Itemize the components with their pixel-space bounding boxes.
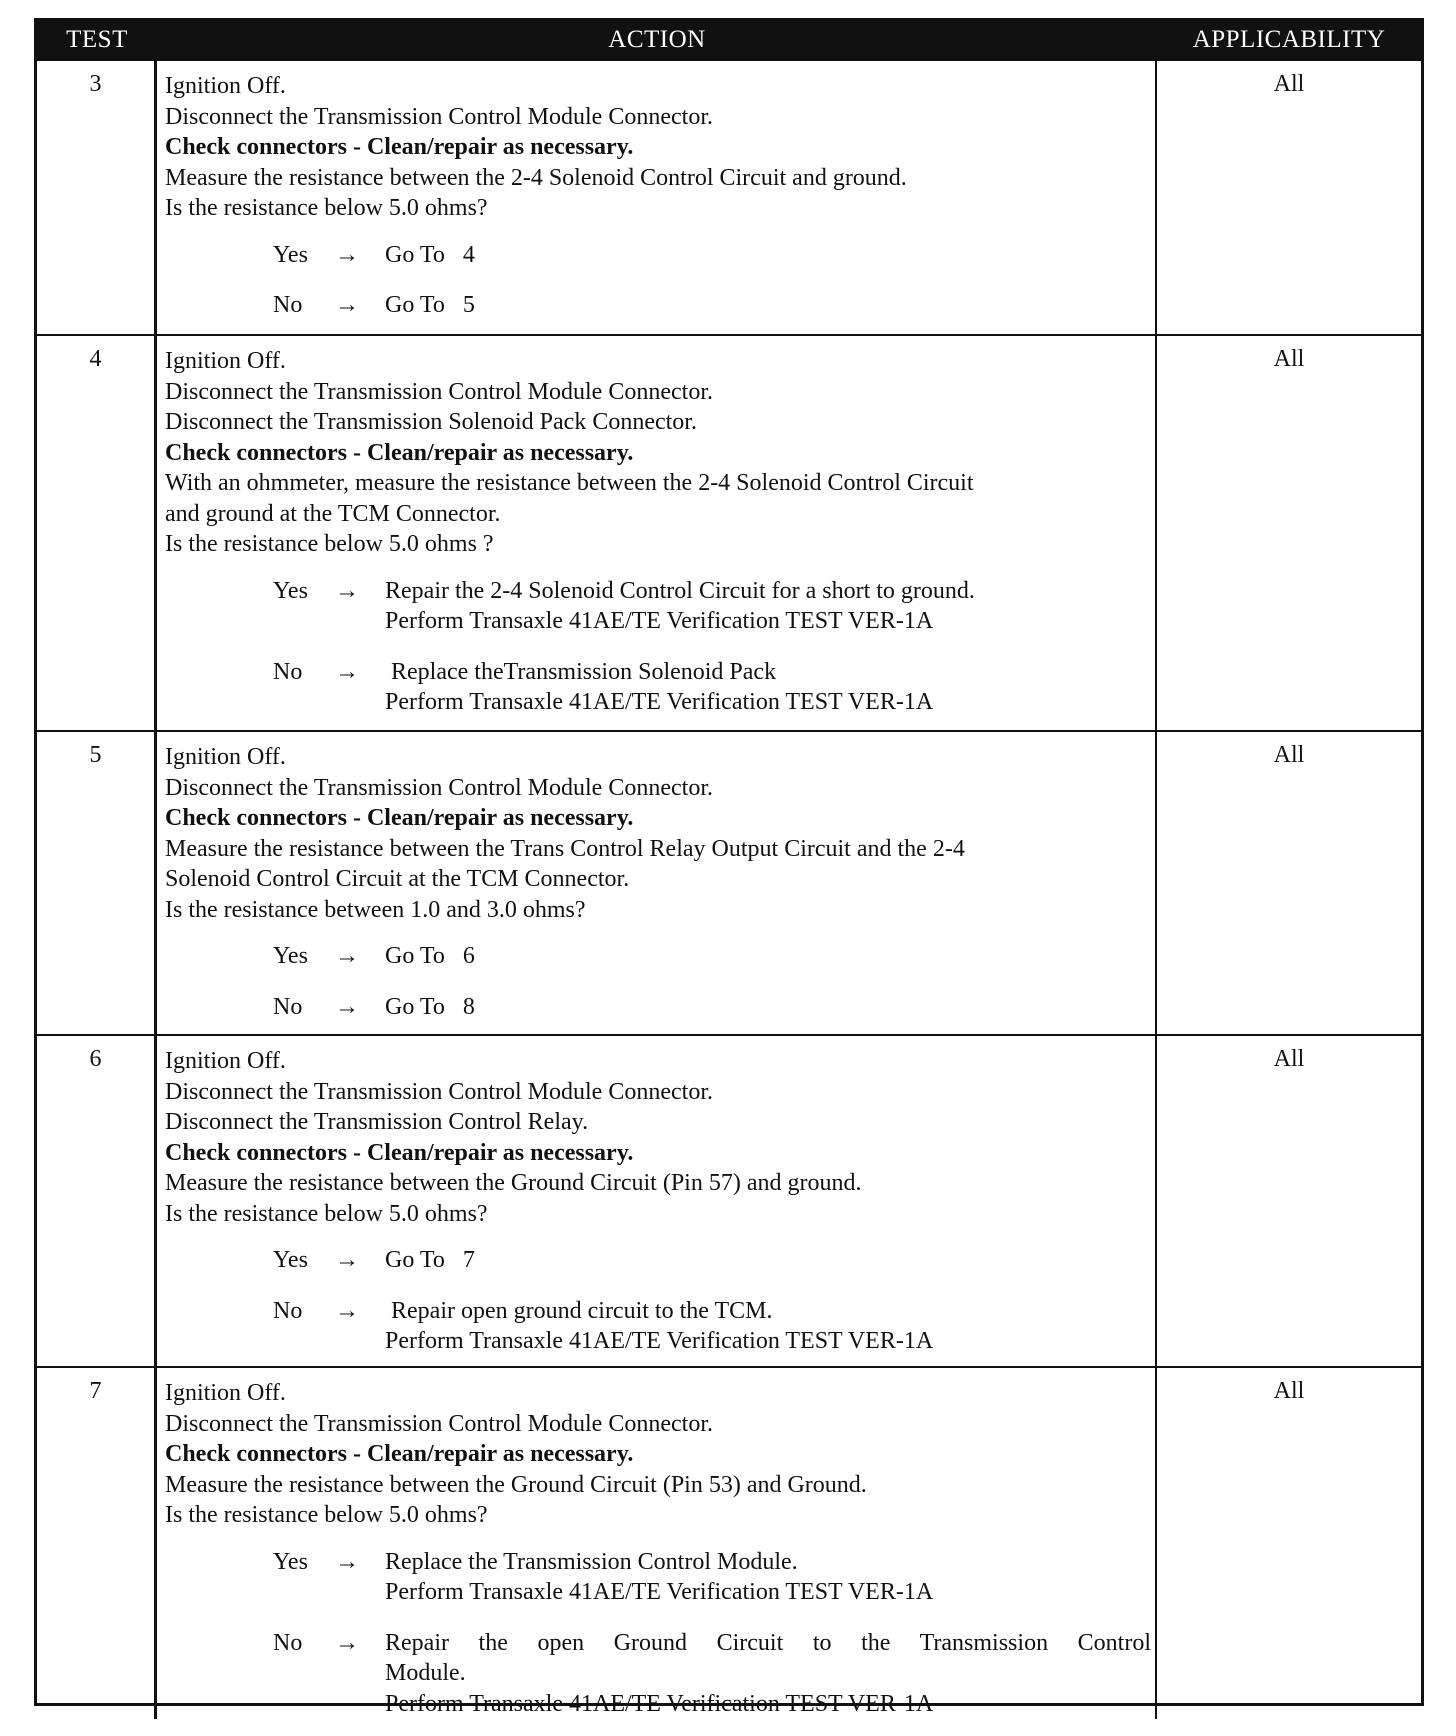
action-line: Disconnect the Transmission Control Module Connector.: [165, 1078, 713, 1105]
header-test: TEST: [37, 21, 157, 59]
answer-result: [385, 657, 1155, 718]
answer-list: [165, 1547, 1155, 1720]
action-line: Disconnect the Transmission Control Relay.: [165, 1109, 589, 1135]
test-action: [157, 334, 1157, 730]
action-line: Measure the resistance between the Ground Circuit (Pin 57) and ground.: [165, 1170, 862, 1196]
action-line: Measure the resistance between the Trans Control Relay Output Circuit and the 2-4: [165, 835, 965, 862]
result-line: Module.: [385, 1660, 466, 1686]
test-number: 3: [37, 59, 157, 334]
action-line: Is the resistance below 5.0 ohms?: [165, 195, 488, 221]
action-line: Is the resistance below 5.0 ohms ?: [165, 531, 494, 557]
test-number: 4: [37, 334, 157, 730]
action-line: Disconnect the Transmission Solenoid Pack Connector.: [165, 409, 697, 435]
answer-yes: [273, 1245, 1155, 1276]
answer-label: No: [273, 993, 303, 1020]
action-line: Is the resistance below 5.0 ohms?: [165, 1200, 488, 1227]
arrow-right-icon: →: [335, 577, 359, 604]
arrow-right-icon: →: [335, 1297, 359, 1324]
applicability-value: All: [1157, 1034, 1421, 1366]
answer-label: Yes: [273, 1247, 308, 1273]
result-line: Repair the 2-4 Solenoid Control Circuit for a short to ground.: [385, 577, 975, 604]
check-connectors-note: Check connectors - Clean/repair as necessary.: [165, 1441, 634, 1467]
result-line: Perform Transaxle 41AE/TE Verification TEST VER-1A: [385, 1579, 934, 1605]
header-applicability: APPLICABILITY: [1157, 21, 1421, 59]
action-line: Disconnect the Transmission Control Module Connector.: [165, 378, 713, 405]
result-line: Go To 4: [385, 241, 475, 268]
action-line: Disconnect the Transmission Control Module Connector.: [165, 103, 713, 130]
test-action: [157, 1034, 1157, 1366]
action-line: Ignition Off.: [165, 1048, 286, 1074]
header-action: ACTION: [157, 21, 1157, 59]
answer-list: [165, 240, 1155, 321]
answer-label: No: [273, 1629, 303, 1656]
action-line: Ignition Off.: [165, 744, 286, 770]
answer-label: Yes: [273, 241, 308, 268]
result-line: Perform Transaxle 41AE/TE Verification TEST VER-1A: [385, 1690, 934, 1717]
answer-result: [385, 1245, 1155, 1276]
action-line: Disconnect the Transmission Control Module Connector.: [165, 1410, 713, 1437]
test-action: [157, 59, 1157, 334]
arrow-right-icon: →: [335, 1548, 359, 1575]
result-line: Replace the Transmission Control Module.: [385, 1548, 798, 1575]
action-line: With an ohmmeter, measure the resistance between the 2-4 Solenoid Control Circuit: [165, 470, 974, 496]
result-line: Go To 7: [385, 1247, 475, 1273]
action-line: Solenoid Control Circuit at the TCM Connector.: [165, 866, 630, 892]
action-line: Is the resistance below 5.0 ohms?: [165, 1502, 488, 1528]
answer-yes: [273, 240, 1155, 271]
answer-result: [385, 576, 1155, 637]
answer-result: [385, 240, 1155, 271]
applicability-value: All: [1157, 334, 1421, 730]
arrow-right-icon: →: [335, 1629, 359, 1656]
test-action: [157, 1366, 1157, 1719]
result-line: Perform Transaxle 41AE/TE Verification TEST VER-1A: [385, 608, 934, 634]
result-line: Perform Transaxle 41AE/TE Verification TEST VER-1A: [385, 689, 934, 715]
answer-list: [165, 941, 1155, 1022]
test-action: [157, 730, 1157, 1034]
result-line: Go To 5: [385, 292, 475, 318]
answer-label: Yes: [273, 1548, 308, 1575]
answer-label: Yes: [273, 943, 308, 969]
check-connectors-note: Check connectors - Clean/repair as necessary.: [165, 134, 634, 160]
applicability-value: All: [1157, 730, 1421, 1034]
action-line: Is the resistance between 1.0 and 3.0 ohms?: [165, 896, 586, 923]
arrow-right-icon: →: [335, 658, 359, 685]
arrow-right-icon: →: [335, 993, 359, 1020]
check-connectors-note: Check connectors - Clean/repair as necessary.: [165, 1139, 634, 1166]
answer-label: No: [273, 292, 303, 318]
action-line: and ground at the TCM Connector.: [165, 500, 501, 527]
test-number: 6: [37, 1034, 157, 1366]
answer-result: [385, 941, 1155, 972]
diagnostic-test-table: [34, 18, 1424, 1717]
answer-yes: [273, 941, 1155, 972]
check-connectors-note: Check connectors - Clean/repair as necessary.: [165, 439, 634, 466]
result-line: Perform Transaxle 41AE/TE Verification TEST VER-1A: [385, 1328, 934, 1354]
answer-yes: [273, 576, 1155, 637]
arrow-right-icon: →: [335, 292, 359, 318]
action-line: Disconnect the Transmission Control Module Connector.: [165, 774, 713, 801]
answer-label: No: [273, 1297, 303, 1324]
answer-no: [273, 657, 1155, 718]
test-number: 5: [37, 730, 157, 1034]
result-line: Go To 6: [385, 943, 475, 969]
action-line: Ignition Off.: [165, 1380, 286, 1406]
answer-result: [385, 1628, 1155, 1720]
answer-no: [273, 1628, 1155, 1720]
action-line: Measure the resistance between the 2-4 Solenoid Control Circuit and ground.: [165, 164, 907, 191]
answer-label: No: [273, 658, 303, 685]
answer-no: [273, 1296, 1155, 1357]
answer-list: [165, 576, 1155, 718]
answer-no: [273, 290, 1155, 321]
result-line: Replace theTransmission Solenoid Pack: [385, 658, 777, 685]
action-line: Ignition Off.: [165, 348, 286, 374]
result-line: Repair open ground circuit to the TCM.: [385, 1297, 773, 1324]
answer-result: [385, 290, 1155, 321]
answer-list: [165, 1245, 1155, 1357]
action-line: Measure the resistance between the Ground Circuit (Pin 53) and Ground.: [165, 1471, 867, 1498]
applicability-value: All: [1157, 59, 1421, 334]
arrow-right-icon: →: [335, 241, 359, 268]
result-line: Repair the open Ground Circuit to the Transmission Control: [385, 1629, 1151, 1656]
answer-result: [385, 1296, 1155, 1357]
answer-no: [273, 992, 1155, 1023]
action-line: Ignition Off.: [165, 73, 286, 99]
applicability-value: All: [1157, 1366, 1421, 1719]
check-connectors-note: Check connectors - Clean/repair as necessary.: [165, 805, 634, 831]
answer-result: [385, 992, 1155, 1023]
answer-label: Yes: [273, 577, 308, 604]
arrow-right-icon: →: [335, 943, 359, 969]
answer-result: [385, 1547, 1155, 1608]
result-line: Go To 8: [385, 993, 475, 1020]
answer-yes: [273, 1547, 1155, 1608]
test-number: 7: [37, 1366, 157, 1719]
arrow-right-icon: →: [335, 1247, 359, 1273]
